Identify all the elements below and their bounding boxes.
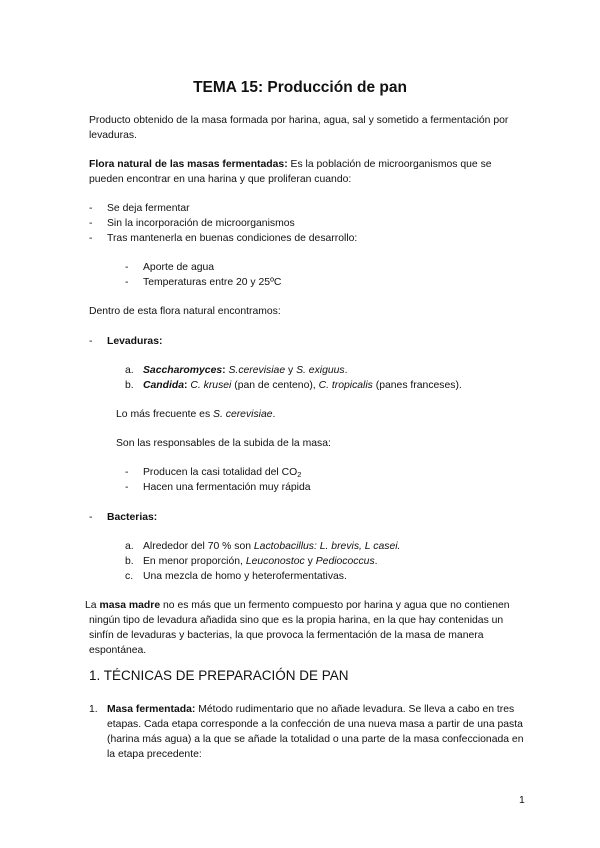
bullet-dash: - <box>89 512 93 523</box>
flora-sub-bullet-1-text: Aporte de agua <box>143 262 215 273</box>
bacterias-item-b-marker: b. <box>125 556 134 567</box>
flora-bullet-1-text: Se deja fermentar <box>107 203 190 214</box>
genus-name: Pediococcus <box>315 556 375 567</box>
species-name: S. exiguus <box>296 365 345 376</box>
flora-bullet-2-text: Sin la incorporación de microorganismos <box>107 218 295 229</box>
levaduras-item-b-marker: b. <box>125 380 134 391</box>
species-name: S.cerevisiae <box>228 365 286 376</box>
species-name: C. tropicalis <box>318 380 373 391</box>
flora-sub-bullet-2-text: Temperaturas entre 20 y 25ºC <box>143 277 282 288</box>
intro-text: Producto obtenido de la masa formada por harina, agua, sal y sometido a fermentación por levaduras. <box>89 115 509 141</box>
intro-paragraph <box>89 113 524 143</box>
bullet-dash: - <box>125 467 129 478</box>
frecuente-text: Lo más frecuente es <box>116 409 214 420</box>
item-text: Alrededor del 70 % son <box>143 541 254 552</box>
flora-bullet-3-text: Tras mantenerla en buenas condiciones de desarrollo: <box>107 233 358 244</box>
species-name: S. cerevisiae <box>213 409 273 420</box>
item-text: y <box>285 365 297 376</box>
page-title: TEMA 15: Producción de pan <box>193 79 407 96</box>
item-text: . <box>344 365 348 376</box>
masa-madre-text: La <box>85 600 100 611</box>
flora-text: Es la población de microorganismos que se pueden encontrar en una harina y que proliferan cuando: <box>89 159 492 185</box>
species-name: Lactobacillus: L. brevis, L casei. <box>253 541 401 552</box>
bullet-dash: - <box>125 277 129 288</box>
bullet-dash: - <box>89 336 93 347</box>
bullet-dash: - <box>125 482 129 493</box>
bullet-text: Producen la casi totalidad del CO <box>143 467 298 478</box>
genus-name: Leuconostoc <box>245 556 305 567</box>
section-heading: 1. TÉCNICAS DE PREPARACIÓN DE PAN <box>89 668 349 683</box>
levaduras-bullet-1-text <box>143 465 301 480</box>
flora-sub-bullet-2 <box>125 275 128 290</box>
bullet-dash: - <box>125 262 129 273</box>
flora-label: Flora natural de las masas fermentadas: <box>89 159 288 170</box>
tecnica-1-text: Método rudimentario que no añade levadura. Se lleva a cabo en tres etapas. Cada etapa corresponde a la confección de una nueva masa a partir de una pasta (harina más agua) a la que se añade la totalidad o una parte de la masa confeccionada en la etapa precedente: <box>107 704 524 760</box>
page-number: 1 <box>519 795 525 806</box>
bacterias-item-a <box>143 539 400 554</box>
dentro-text: Dentro de esta flora natural encontramos: <box>89 306 281 317</box>
subscript: 2 <box>297 470 302 479</box>
levaduras-item-a-marker: a. <box>125 365 134 376</box>
responsables-line: Son las responsables de la subida de la masa: <box>116 438 331 449</box>
levaduras-bullet-2 <box>125 480 128 495</box>
item-text: . <box>374 556 378 567</box>
flora-bullet-1 <box>89 201 92 216</box>
tecnica-1-marker: 1. <box>89 704 98 715</box>
masa-madre-text: no es más que un fermento compuesto por harina y agua que no contienen ningún tipo de levadura añadida sino que es la propia harina, en la que hay contenidas un sinfín de levaduras y bacterias, la que provoca la fermentación de la masa de manera espontánea. <box>89 600 510 656</box>
bacterias-item-a-marker: a. <box>125 541 134 552</box>
genus-colon: : <box>222 365 226 376</box>
bullet-dash: - <box>89 203 93 214</box>
bacterias-item-c: Una mezcla de homo y heterofermentativas. <box>143 571 347 582</box>
item-text: y <box>304 556 316 567</box>
bacterias-item-c-marker: c. <box>125 571 134 582</box>
masa-madre-term: masa madre <box>99 600 161 611</box>
genus-name: Candida <box>143 380 184 391</box>
tecnica-1-label: Masa fermentada: <box>107 704 196 715</box>
levaduras-heading: Levaduras: <box>107 336 163 347</box>
frecuente-line <box>116 407 275 422</box>
genus-colon: : <box>184 380 188 391</box>
flora-paragraph <box>89 157 524 187</box>
flora-bullet-2 <box>89 216 92 231</box>
levaduras-item-b <box>143 378 462 393</box>
item-text: (panes franceses). <box>372 380 462 391</box>
bacterias-heading: Bacterias: <box>107 512 158 523</box>
levaduras-item-a <box>143 363 348 378</box>
bacterias-dash <box>89 510 92 525</box>
genus-name: Saccharomyces <box>143 365 223 376</box>
flora-sub-bullet-1 <box>125 260 128 275</box>
masa-madre-paragraph <box>85 598 529 658</box>
tecnica-1-paragraph <box>107 702 525 762</box>
item-text: En menor proporción, <box>143 556 246 567</box>
levaduras-dash <box>89 334 92 349</box>
levaduras-bullet-2-text: Hacen una fermentación muy rápida <box>143 482 311 493</box>
item-text: (pan de centeno), <box>231 380 319 391</box>
bacterias-item-b <box>143 554 378 569</box>
species-name: C. krusei <box>190 380 232 391</box>
levaduras-bullet-1 <box>125 465 128 480</box>
flora-bullet-3 <box>89 231 92 246</box>
frecuente-text: . <box>272 409 276 420</box>
bullet-dash: - <box>89 218 93 229</box>
bullet-dash: - <box>89 233 93 244</box>
